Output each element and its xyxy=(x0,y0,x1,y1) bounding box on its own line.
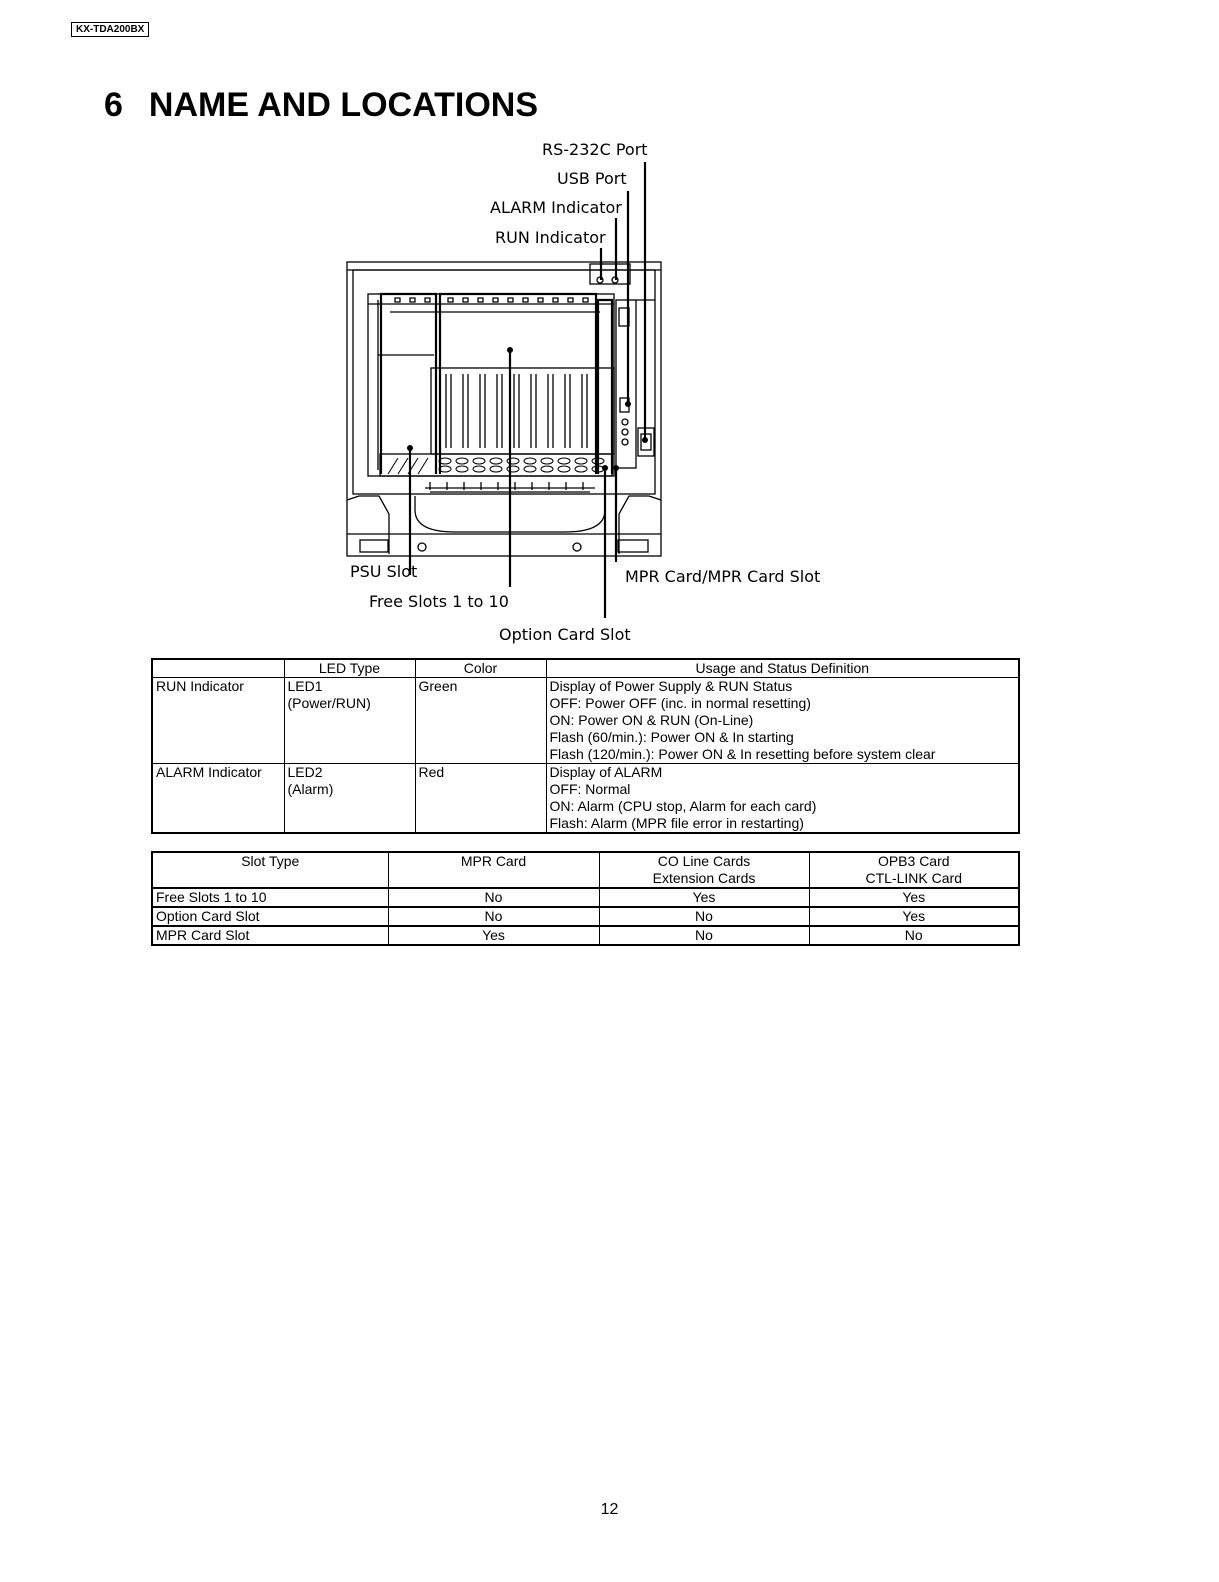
label-mpr-card-slot: MPR Card/MPR Card Slot xyxy=(625,567,821,586)
header-cell xyxy=(152,659,284,678)
led-color: Red xyxy=(415,764,546,834)
cabinet-diagram xyxy=(0,0,1219,650)
top-panel xyxy=(590,264,630,284)
usage-line: OFF: Power OFF (inc. in normal resetting) xyxy=(549,695,811,711)
header-line: CTL-LINK Card xyxy=(865,870,962,886)
led-type xyxy=(284,678,415,764)
model-tag: KX-TDA200BX xyxy=(71,22,149,37)
slot-type: Option Card Slot xyxy=(152,907,388,926)
compat-cell: No xyxy=(809,926,1019,945)
header-line: MPR Card xyxy=(460,853,527,869)
label-option-card-slot: Option Card Slot xyxy=(499,625,631,644)
compat-cell: Yes xyxy=(388,926,599,945)
section-number: 6 xyxy=(104,86,123,124)
label-free-slots: Free Slots 1 to 10 xyxy=(369,592,509,611)
slot-table xyxy=(151,851,1020,946)
compat-cell: No xyxy=(388,907,599,926)
usage-line: OFF: Normal xyxy=(549,781,631,797)
label-alarm-indicator: ALARM Indicator xyxy=(490,198,622,217)
header-cell xyxy=(599,852,809,888)
header-line: OPB3 Card xyxy=(877,853,950,869)
label-psu-slot: PSU Slot xyxy=(350,562,418,581)
led-color: Green xyxy=(415,678,546,764)
usage-line: ON: Power ON & RUN (On-Line) xyxy=(549,712,754,728)
usage-line: Flash (60/min.): Power ON & In starting xyxy=(549,729,794,745)
compat-cell: Yes xyxy=(599,888,809,907)
led-table xyxy=(151,658,1020,834)
section-title-text: NAME AND LOCATIONS xyxy=(148,86,539,124)
header-cell xyxy=(388,852,599,888)
page-number: 12 xyxy=(600,1501,619,1518)
header-line: Extension Cards xyxy=(652,870,756,886)
compat-cell: No xyxy=(599,926,809,945)
slot-type: MPR Card Slot xyxy=(152,926,388,945)
table-row xyxy=(152,926,1019,945)
usage-definition xyxy=(546,764,1019,834)
table-row xyxy=(152,678,1019,764)
header-cell: Color xyxy=(415,659,546,678)
slot-table-header xyxy=(152,852,1019,888)
compat-cell: Yes xyxy=(809,907,1019,926)
label-usb-port: USB Port xyxy=(557,169,627,188)
led-table-header xyxy=(152,659,1019,678)
header-cell xyxy=(809,852,1019,888)
header-cell xyxy=(152,852,388,888)
usage-line: Flash: Alarm (MPR file error in restarting) xyxy=(549,815,804,831)
usage-definition xyxy=(546,678,1019,764)
indicator-name: ALARM Indicator xyxy=(152,764,284,834)
indicator-name: RUN Indicator xyxy=(152,678,284,764)
label-run-indicator: RUN Indicator xyxy=(495,228,606,247)
usage-line: ON: Alarm (CPU stop, Alarm for each card) xyxy=(549,798,817,814)
compat-cell: Yes xyxy=(809,888,1019,907)
usage-line: Display of Power Supply & RUN Status xyxy=(549,678,793,694)
led-type-line: LED2 xyxy=(287,764,323,780)
label-rs232c-port: RS-232C Port xyxy=(542,140,648,159)
table-row xyxy=(152,888,1019,907)
header-cell: LED Type xyxy=(284,659,415,678)
led-type-line: (Power/RUN) xyxy=(287,695,371,711)
table-row xyxy=(152,764,1019,834)
card-cage xyxy=(368,294,614,476)
compat-cell: No xyxy=(599,907,809,926)
led-type xyxy=(284,764,415,834)
usage-line: Display of ALARM xyxy=(549,764,663,780)
table-row xyxy=(152,907,1019,926)
header-line: CO Line Cards xyxy=(657,853,751,869)
compat-cell: No xyxy=(388,888,599,907)
usage-line: Flash (120/min.): Power ON & In resetting before system clear xyxy=(549,746,936,762)
led-type-line: (Alarm) xyxy=(287,781,334,797)
led-type-line: LED1 xyxy=(287,678,323,694)
header-cell: Usage and Status Definition xyxy=(546,659,1019,678)
header-line: Slot Type xyxy=(241,853,300,869)
slot-type: Free Slots 1 to 10 xyxy=(152,888,388,907)
